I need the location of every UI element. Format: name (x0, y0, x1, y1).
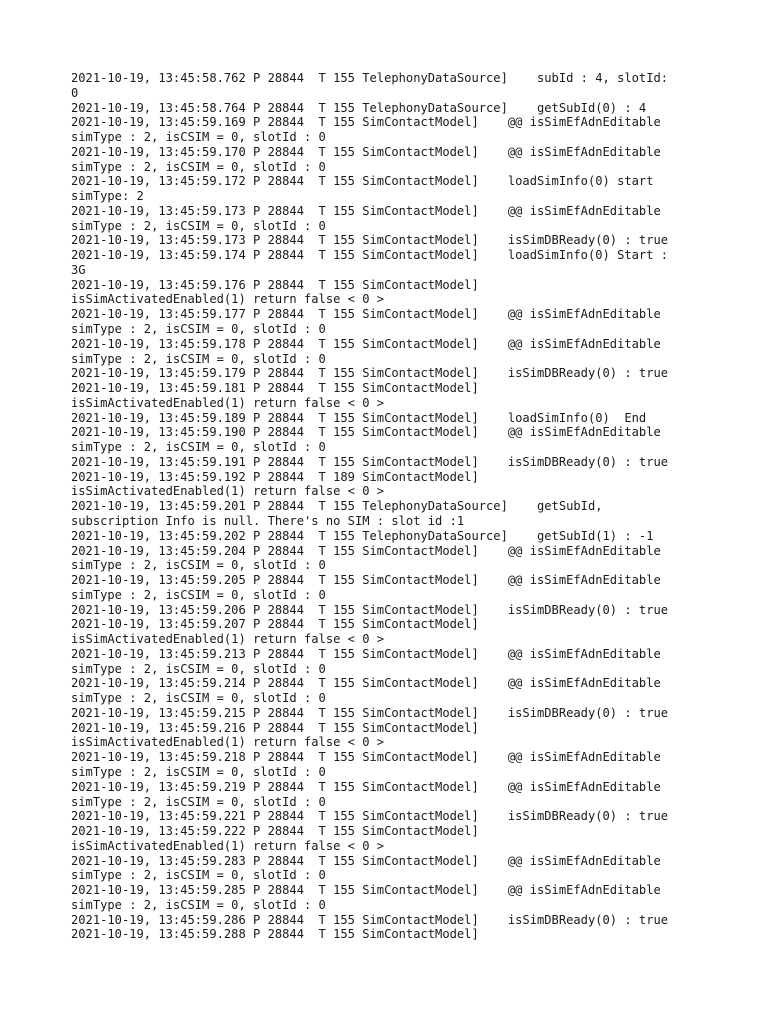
log-line: 2021-10-19, 13:45:59.216 P 28844 T 155 SimContactModel] (71, 720, 479, 735)
log-line: 2021-10-19, 13:45:59.288 P 28844 T 155 SimContactModel] (71, 927, 479, 942)
log-line: isSimActivatedEnabled(1) return false < 0 > (71, 632, 385, 647)
log-line: 2021-10-19, 13:45:59.286 P 28844 T 155 SimContactModel] isSimDBReady(0) : true (71, 912, 669, 927)
log-line: simType : 2, isCSIM = 0, slotId : 0 (71, 868, 326, 883)
log-line: simType : 2, isCSIM = 0, slotId : 0 (71, 440, 326, 455)
log-line: simType: 2 (71, 189, 144, 204)
log-line: 2021-10-19, 13:45:59.176 P 28844 T 155 SimContactModel] (71, 277, 479, 292)
log-line: 2021-10-19, 13:45:59.221 P 28844 T 155 SimContactModel] isSimDBReady(0) : true (71, 809, 669, 824)
log-line: 2021-10-19, 13:45:59.172 P 28844 T 155 SimContactModel] loadSimInfo(0) start (71, 174, 654, 189)
log-line: simType : 2, isCSIM = 0, slotId : 0 (71, 897, 326, 912)
log-line: simType : 2, isCSIM = 0, slotId : 0 (71, 587, 326, 602)
log-line: 2021-10-19, 13:45:59.205 P 28844 T 155 SimContactModel] @@ isSimEfAdnEditable (71, 573, 661, 588)
log-line: 2021-10-19, 13:45:58.764 P 28844 T 155 TelephonyDataSource] getSubId(0) : 4 (71, 100, 647, 115)
log-line: isSimActivatedEnabled(1) return false < 0 > (71, 735, 385, 750)
log-line: 2021-10-19, 13:45:59.191 P 28844 T 155 SimContactModel] isSimDBReady(0) : true (71, 454, 669, 469)
log-line: simType : 2, isCSIM = 0, slotId : 0 (71, 218, 326, 233)
log-line: 2021-10-19, 13:45:59.285 P 28844 T 155 SimContactModel] @@ isSimEfAdnEditable (71, 883, 661, 898)
log-line: 2021-10-19, 13:45:59.177 P 28844 T 155 SimContactModel] @@ isSimEfAdnEditable (71, 307, 661, 322)
log-line: simType : 2, isCSIM = 0, slotId : 0 (71, 661, 326, 676)
log-line: simType : 2, isCSIM = 0, slotId : 0 (71, 322, 326, 337)
log-line: 2021-10-19, 13:45:59.190 P 28844 T 155 SimContactModel] @@ isSimEfAdnEditable (71, 425, 661, 440)
log-line: 2021-10-19, 13:45:59.219 P 28844 T 155 SimContactModel] @@ isSimEfAdnEditable (71, 779, 661, 794)
log-line: 2021-10-19, 13:45:59.222 P 28844 T 155 SimContactModel] (71, 824, 479, 839)
log-line: simType : 2, isCSIM = 0, slotId : 0 (71, 558, 326, 573)
log-line: simType : 2, isCSIM = 0, slotId : 0 (71, 159, 326, 174)
log-line: 2021-10-19, 13:45:59.283 P 28844 T 155 SimContactModel] @@ isSimEfAdnEditable (71, 853, 661, 868)
log-line: 2021-10-19, 13:45:59.189 P 28844 T 155 SimContactModel] loadSimInfo(0) End (71, 410, 647, 425)
log-line: 2021-10-19, 13:45:59.207 P 28844 T 155 SimContactModel] (71, 617, 479, 632)
log-line: 2021-10-19, 13:45:59.178 P 28844 T 155 SimContactModel] @@ isSimEfAdnEditable (71, 336, 661, 351)
log-line: 3G (71, 262, 86, 277)
log-line: isSimActivatedEnabled(1) return false < 0 > (71, 292, 385, 307)
log-line: 0 (71, 85, 79, 100)
log-line: 2021-10-19, 13:45:59.181 P 28844 T 155 SimContactModel] (71, 381, 479, 396)
log-line: simType : 2, isCSIM = 0, slotId : 0 (71, 351, 326, 366)
log-line: 2021-10-19, 13:45:59.174 P 28844 T 155 SimContactModel] loadSimInfo(0) Start : (71, 248, 669, 263)
log-line: isSimActivatedEnabled(1) return false < 0 > (71, 484, 385, 499)
log-line: 2021-10-19, 13:45:59.218 P 28844 T 155 SimContactModel] @@ isSimEfAdnEditable (71, 750, 661, 765)
log-line: simType : 2, isCSIM = 0, slotId : 0 (71, 764, 326, 779)
log-line: 2021-10-19, 13:45:59.214 P 28844 T 155 SimContactModel] @@ isSimEfAdnEditable (71, 676, 661, 691)
log-line: 2021-10-19, 13:45:59.173 P 28844 T 155 SimContactModel] @@ isSimEfAdnEditable (71, 203, 661, 218)
log-line: simType : 2, isCSIM = 0, slotId : 0 (71, 691, 326, 706)
log-line: simType : 2, isCSIM = 0, slotId : 0 (71, 794, 326, 809)
log-line: 2021-10-19, 13:45:59.179 P 28844 T 155 SimContactModel] isSimDBReady(0) : true (71, 366, 669, 381)
log-line: 2021-10-19, 13:45:59.215 P 28844 T 155 SimContactModel] isSimDBReady(0) : true (71, 705, 669, 720)
log-line: 2021-10-19, 13:45:59.170 P 28844 T 155 SimContactModel] @@ isSimEfAdnEditable (71, 144, 661, 159)
log-line: 2021-10-19, 13:45:59.213 P 28844 T 155 SimContactModel] @@ isSimEfAdnEditable (71, 646, 661, 661)
log-line: 2021-10-19, 13:45:59.204 P 28844 T 155 SimContactModel] @@ isSimEfAdnEditable (71, 543, 661, 558)
log-line: isSimActivatedEnabled(1) return false < 0 > (71, 395, 385, 410)
log-text-block (71, 71, 711, 942)
log-line: 2021-10-19, 13:45:59.202 P 28844 T 155 TelephonyDataSource] getSubId(1) : -1 (71, 528, 654, 543)
log-line: 2021-10-19, 13:45:59.192 P 28844 T 189 SimContactModel] (71, 469, 479, 484)
log-line: isSimActivatedEnabled(1) return false < 0 > (71, 838, 385, 853)
log-line: simType : 2, isCSIM = 0, slotId : 0 (71, 130, 326, 145)
log-line: 2021-10-19, 13:45:59.173 P 28844 T 155 SimContactModel] isSimDBReady(0) : true (71, 233, 669, 248)
log-line: 2021-10-19, 13:45:59.206 P 28844 T 155 SimContactModel] isSimDBReady(0) : true (71, 602, 669, 617)
log-line: subscription Info is null. There's no SIM : slot id :1 (71, 513, 465, 528)
log-line: 2021-10-19, 13:45:58.762 P 28844 T 155 TelephonyDataSource] subId : 4, slotId: (71, 71, 669, 85)
log-line: 2021-10-19, 13:45:59.201 P 28844 T 155 TelephonyDataSource] getSubId, (71, 499, 603, 514)
log-line: 2021-10-19, 13:45:59.169 P 28844 T 155 SimContactModel] @@ isSimEfAdnEditable (71, 115, 661, 130)
